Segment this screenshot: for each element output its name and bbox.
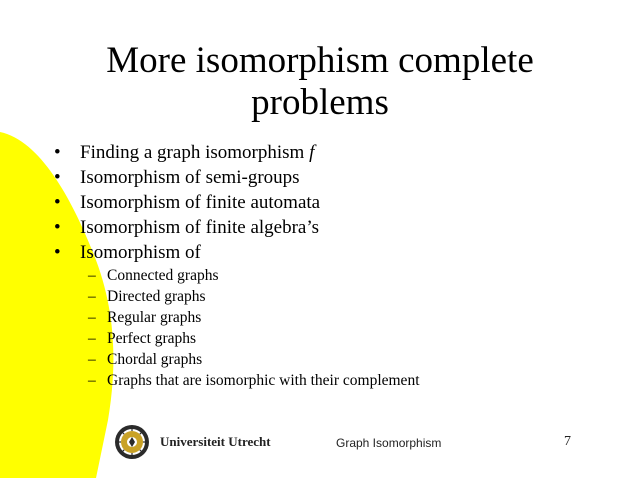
bullet-text: Finding a graph isomorphism bbox=[80, 142, 310, 163]
sub-item bbox=[52, 265, 420, 286]
sub-item bbox=[52, 307, 420, 328]
sub-list-container bbox=[52, 265, 420, 391]
dash-symbol: – bbox=[88, 309, 96, 326]
sub-item-text: Perfect graphs bbox=[107, 330, 197, 347]
sub-item bbox=[52, 370, 420, 391]
dash-symbol: – bbox=[88, 267, 96, 284]
slide-title: More isomorphism complete problems bbox=[106, 40, 534, 123]
university-seal-icon bbox=[114, 424, 150, 460]
bullet-text: Isomorphism of bbox=[80, 242, 201, 263]
dash-symbol: – bbox=[88, 351, 96, 368]
bullet-symbol: • bbox=[54, 217, 61, 238]
bullet-text: Isomorphism of finite algebra’s bbox=[80, 217, 320, 238]
bullet-item bbox=[52, 240, 420, 265]
bullet-text: Isomorphism of finite automata bbox=[80, 192, 321, 213]
slide-footer bbox=[0, 424, 638, 460]
dash-symbol: – bbox=[88, 330, 96, 347]
bullet-italic-f: f bbox=[309, 142, 315, 163]
university-name: Universiteit Utrecht bbox=[160, 434, 271, 449]
sub-item bbox=[52, 328, 420, 349]
sub-list bbox=[52, 265, 420, 391]
footer-title: Graph Isomorphism bbox=[336, 436, 442, 450]
sub-item-text: Directed graphs bbox=[107, 288, 206, 305]
bullet-symbol: • bbox=[54, 167, 61, 188]
sub-item-text: Chordal graphs bbox=[107, 351, 203, 368]
sub-item-text: Graphs that are isomorphic with their complement bbox=[107, 372, 420, 389]
dash-symbol: – bbox=[88, 372, 96, 389]
bullet-symbol: • bbox=[54, 242, 61, 263]
bullet-item bbox=[52, 215, 420, 240]
bullet-item bbox=[52, 190, 420, 215]
sub-item-text: Connected graphs bbox=[107, 267, 219, 284]
bullet-list bbox=[52, 140, 420, 391]
bullet-item bbox=[52, 165, 420, 190]
sub-item bbox=[52, 349, 420, 370]
bullet-item bbox=[52, 140, 420, 165]
sub-item bbox=[52, 286, 420, 307]
sub-item-text: Regular graphs bbox=[107, 309, 202, 326]
dash-symbol: – bbox=[88, 288, 96, 305]
bullet-symbol: • bbox=[54, 142, 61, 163]
bullet-symbol: • bbox=[54, 192, 61, 213]
slide-number: 7 bbox=[564, 434, 571, 449]
bullet-text: Isomorphism of semi-groups bbox=[80, 167, 300, 188]
